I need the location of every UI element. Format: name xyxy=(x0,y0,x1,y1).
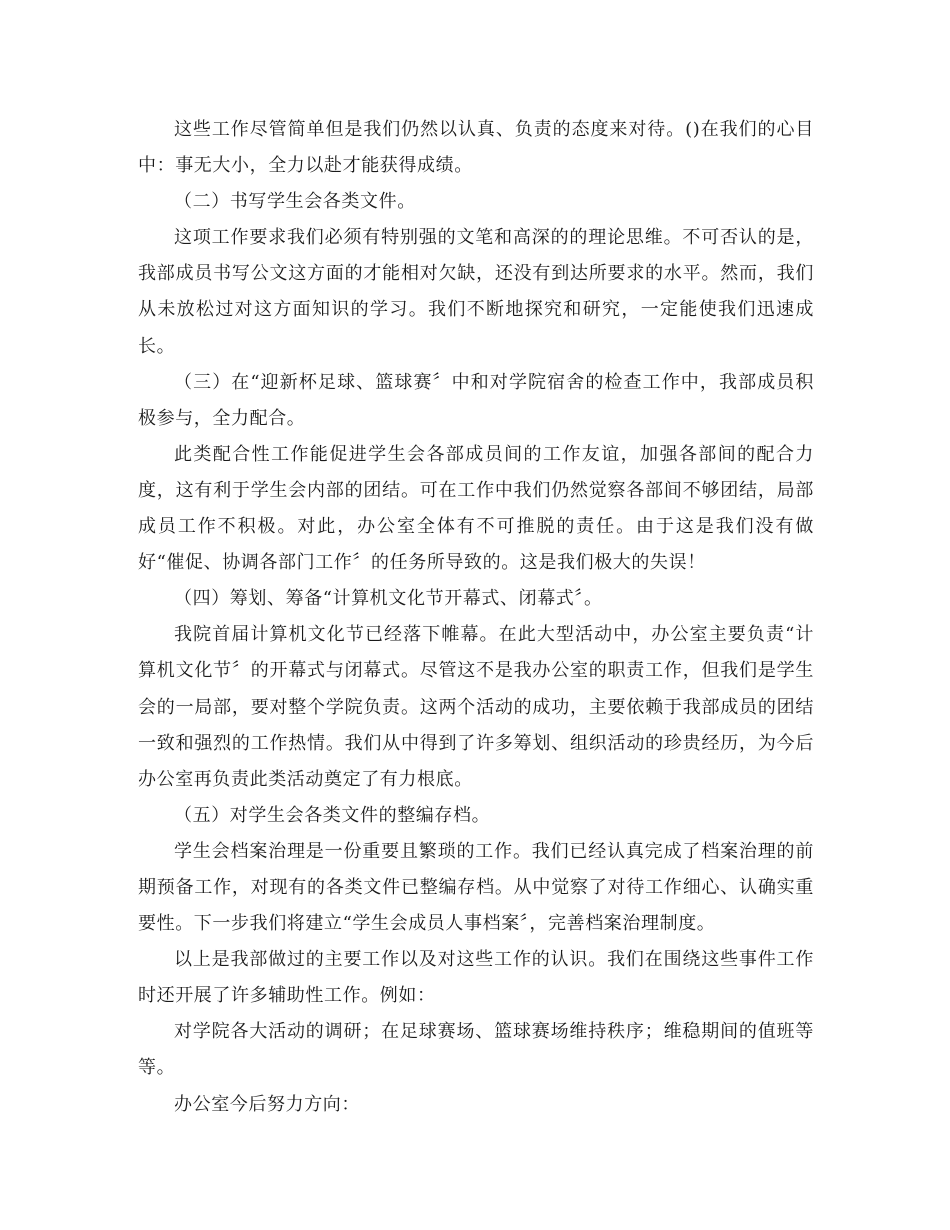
paragraph-auxiliary-work: 对学院各大活动的调研；在足球赛场、篮球赛场维持秩序；维稳期间的值班等等。 xyxy=(138,1021,814,1079)
document-body xyxy=(138,112,814,1123)
paragraph-future-direction: 办公室今后努力方向： xyxy=(174,1093,360,1115)
paragraph-culture-festival: 我院首届计算机文化节已经落下帷幕。在此大型活动中，办公室主要负责“计算机文化节〞的开幕式与闭幕式。尽管这不是我办公室的职责工作，但我们是学生会的一局部，要对整个学院负责。这两个活动的成功，主要依赖于我部成员的团结一致和强烈的工作热情。我们从中得到了许多筹划、组织活动的珍贵经历，为今后办公室再负责此类活动奠定了有力根底。 xyxy=(138,624,814,790)
paragraph-cooperation: 此类配合性工作能促进学生会各部成员间的工作友谊，加强各部间的配合力度，这有利于学生会内部的团结。可在工作中我们仍然觉察各部间不够团结，局部成员工作不积极。对此，办公室全体有不可推脱的责任。由于这是我们没有做好“催促、协调各部门工作〞的任务所导致的。这是我们极大的失误！ xyxy=(138,443,814,574)
heading-section-2: （二）书写学生会各类文件。 xyxy=(174,191,416,213)
heading-section-4: （四）筹划、筹备“计算机文化节开幕式、闭幕式〞。 xyxy=(174,588,603,610)
paragraph-work-attitude: 这些工作尽管简单但是我们仍然以认真、负责的态度来对待。()在我们的心目中：事无大小，全力以赴才能获得成绩。 xyxy=(138,119,814,177)
paragraph-writing-documents: 这项工作要求我们必须有特别强的文笔和高深的的理论思维。不可否认的是，我部成员书写公文这方面的才能相对欠缺，还没有到达所要求的水平。然而，我们从未放松过对这方面知识的学习。我们不断地探究和研究，一定能使我们迅速成长。 xyxy=(138,227,814,357)
paragraph-archives: 学生会档案治理是一份重要且繁琐的工作。我们已经认真完成了档案治理的前期预备工作，对现有的各类文件已整编存档。从中觉察了对待工作细心、认确实重要性。下一步我们将建立“学生会成员人事档案〞，完善档案治理制度。 xyxy=(138,840,814,935)
paragraph-summary: 以上是我部做过的主要工作以及对这些工作的认识。我们在围绕这些事件工作时还开展了许多辅助性工作。例如： xyxy=(138,949,814,1007)
heading-section-3: （三）在“迎新杯足球、篮球赛〞中和对学院宿舍的检查工作中，我部成员积极参与，全力配合。 xyxy=(138,371,814,429)
heading-section-5: （五）对学生会各类文件的整编存档。 xyxy=(174,804,491,826)
